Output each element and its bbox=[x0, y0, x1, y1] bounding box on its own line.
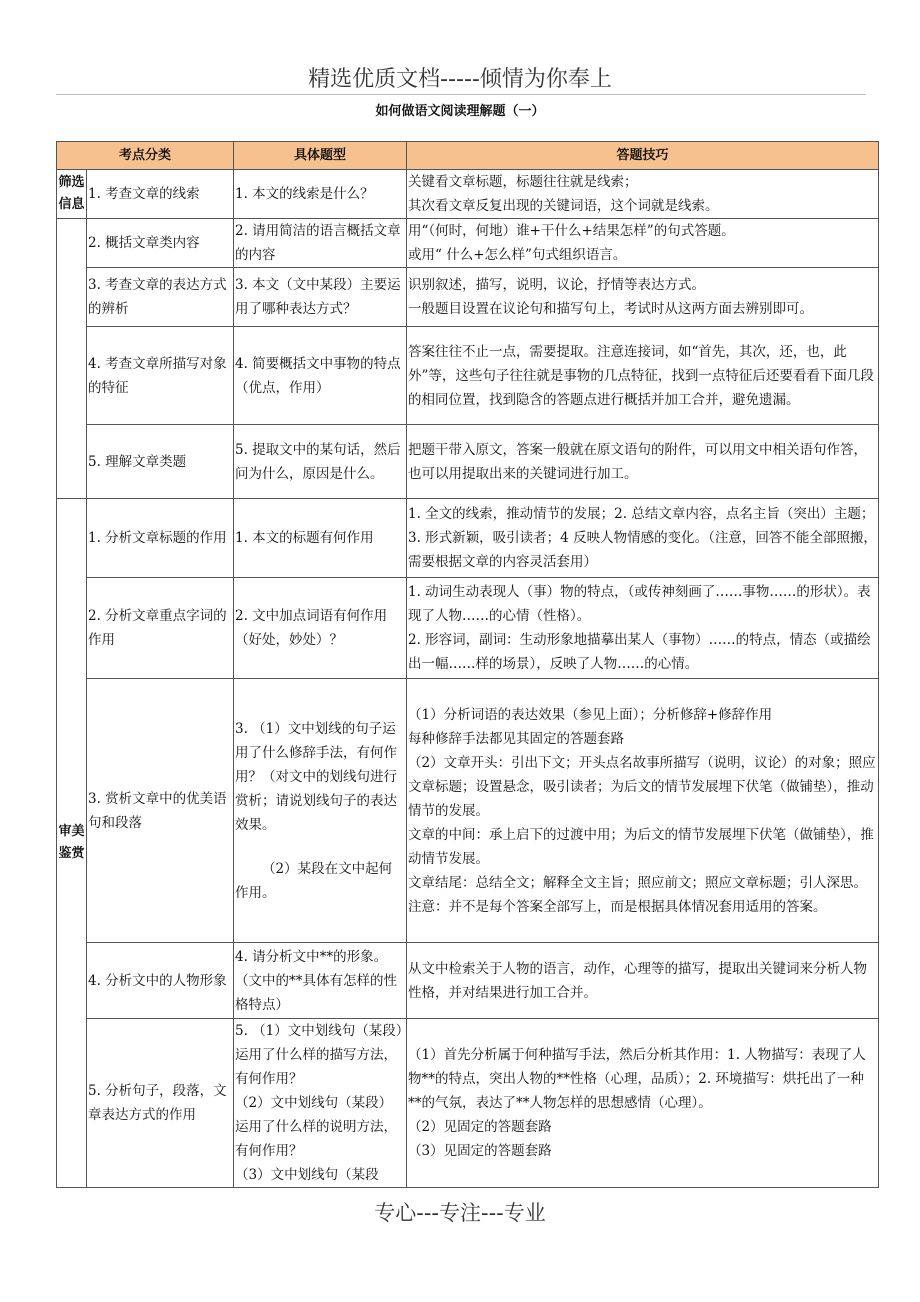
column-header-category: 考点分类 bbox=[57, 142, 234, 170]
question-cell: 5. 提取文中的某句话，然后问为什么，原因是什么。 bbox=[234, 425, 407, 499]
table-row bbox=[57, 219, 879, 268]
question-cell: 2. 文中加点词语有何作用（好处，妙处）？ bbox=[234, 578, 407, 679]
question-cell: 1. 本文的线索是什么？ bbox=[234, 170, 407, 219]
tips-cell: （1）首先分析属于何种描写手法，然后分析其作用：1. 人物描写：表现了人物**的特点，突出人物的**性格（心理，品质）；2. 环境描写：烘托出了一种**的气氛，表达了**人物怎样的思想感情（心理）。 （2）见固定的答题套路 （3）见固定的答题套路 bbox=[407, 1019, 879, 1188]
category-cell: 1. 分析文章标题的作用 bbox=[87, 499, 234, 578]
category-cell: 5. 理解文章类题 bbox=[87, 425, 234, 499]
table-header-row bbox=[57, 142, 879, 170]
table-row bbox=[57, 268, 879, 327]
question-cell: 3. 本文（文中某段）主要运用了哪种表达方式？ bbox=[234, 268, 407, 327]
category-cell: 3. 赏析文章中的优美语句和段落 bbox=[87, 679, 234, 943]
tips-cell: （1）分析词语的表达效果（参见上面）；分析修辞+修辞作用 每种修辞手法都见其固定的答题套路 （2）文章开头：引出下文；开头点名故事所描写（说明，议论）的对象；照应文章标题；设置悬念，吸引读者；为后文的情节发展埋下伏笔（做铺垫），推动情节的发展。 文章的中间：承上启下的过渡中用；为后文的情节发展埋下伏笔（做铺垫），推动情节发展。 文章结尾：总结全文；解释全文主旨；照应前文；照应文章标题；引人深思。 注意：并不是每个答案全部写上，而是根据具体情况套用适用的答案。 bbox=[407, 679, 879, 943]
page-footer: 专心---专注---专业 bbox=[374, 1201, 546, 1225]
column-header-tips: 答题技巧 bbox=[407, 142, 879, 170]
tips-cell: 答案往往不止一点，需要提取。注意连接词，如“首先，其次，还，也，此外”等，这些句子往往就是事物的几点特征，找到一点特征后还要看看下面几段的相同位置，找到隐含的答题点进行概括并加工合并，避免遗漏。 bbox=[407, 327, 879, 425]
group-label-filter: 筛选 信息 bbox=[57, 170, 87, 219]
question-cell: 2. 请用简洁的语言概括文章的内容 bbox=[234, 219, 407, 268]
table-row bbox=[57, 578, 879, 679]
tips-cell: 识别叙述，描写，说明，议论，抒情等表达方式。 一般题目设置在议论句和描写句上，考试时从这两方面去辨别即可。 bbox=[407, 268, 879, 327]
question-cell: 4. 简要概括文中事物的特点（优点，作用） bbox=[234, 327, 407, 425]
question-cell: 3. （1）文中划线的句子运用了什么修辞手法，有何作用？（对文中的划线句进行赏析；请说划线句子的表达效果。 （2）某段在文中起何作用。 bbox=[234, 679, 407, 943]
category-cell: 3. 考查文章的表达方式的辨析 bbox=[87, 268, 234, 327]
document-title: 如何做语文阅读理解题（一） bbox=[375, 104, 545, 119]
question-cell: 4. 请分析文中**的形象。（文中的**具体有怎样的性格特点） bbox=[234, 943, 407, 1019]
page-header: 精选优质文档-----倾情为你奉上 bbox=[308, 67, 612, 92]
tips-cell: 用“（何时，何地）谁+干什么+结果怎样”的句式答题。 或用“ 什么+怎么样”句式组织语言。 bbox=[407, 219, 879, 268]
table-row bbox=[57, 499, 879, 578]
group-label-empty bbox=[57, 219, 87, 499]
tips-cell: 关键看文章标题，标题往往就是线索； 其次看文章反复出现的关键词语，这个词就是线索。 bbox=[407, 170, 879, 219]
category-cell: 5. 分析句子，段落，文章表达方式的作用 bbox=[87, 1019, 234, 1188]
header-divider bbox=[56, 94, 866, 95]
table-row bbox=[57, 327, 879, 425]
category-cell: 4. 分析文中的人物形象 bbox=[87, 943, 234, 1019]
table-row bbox=[57, 170, 879, 219]
category-cell: 4. 考查文章所描写对象的特征 bbox=[87, 327, 234, 425]
question-cell: 5. （1）文中划线句（某段）运用了什么样的描写方法，有何作用？ （2）文中划线句（某段）运用了什么样的说明方法，有何作用？ （3）文中划线句（某段 bbox=[234, 1019, 407, 1188]
category-cell: 2. 分析文章重点字词的作用 bbox=[87, 578, 234, 679]
tips-cell: 1. 动词生动表现人（事）物的特点，（或传神刻画了……事物……的形状）。表现了人物……的心情（性格）。 2. 形容词，副词：生动形象地描摹出某人（事物）……的特点，情态（或描绘出一幅……样的场景），反映了人物……的心情。 bbox=[407, 578, 879, 679]
question-type-table bbox=[56, 141, 879, 1188]
tips-cell: 1. 全文的线索，推动情节的发展；2. 总结文章内容，点名主旨（突出）主题；3. 形式新颖，吸引读者；4 反映人物情感的变化。（注意，回答不能全部照搬，需要根据文章的内容灵活套用） bbox=[407, 499, 879, 578]
table-row bbox=[57, 943, 879, 1019]
tips-cell: 从文中检索关于人物的语言，动作，心理等的描写，提取出关键词来分析人物性格，并对结果进行加工合并。 bbox=[407, 943, 879, 1019]
table-row bbox=[57, 425, 879, 499]
category-cell: 1. 考查文章的线索 bbox=[87, 170, 234, 219]
group-label-appreciate: 审美 鉴赏 bbox=[57, 499, 87, 1188]
question-cell: 1. 本文的标题有何作用 bbox=[234, 499, 407, 578]
category-cell: 2. 概括文章类内容 bbox=[87, 219, 234, 268]
column-header-question: 具体题型 bbox=[234, 142, 407, 170]
tips-cell: 把题干带入原文，答案一般就在原文语句的附件，可以用文中相关语句作答，也可以用提取出来的关键词进行加工。 bbox=[407, 425, 879, 499]
table-row bbox=[57, 679, 879, 943]
table-row bbox=[57, 1019, 879, 1188]
